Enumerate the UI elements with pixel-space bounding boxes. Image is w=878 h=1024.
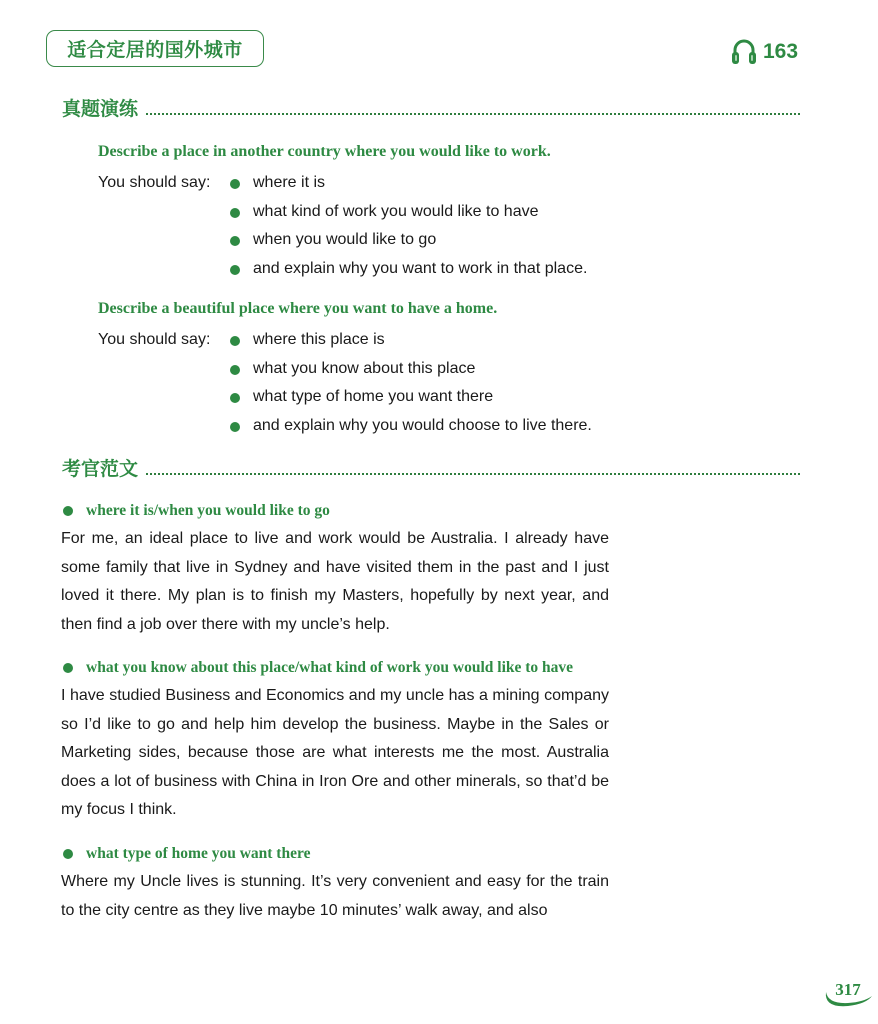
bullet-icon <box>230 336 240 346</box>
topic-point <box>98 198 638 227</box>
practice-heading: 真题演练 <box>62 98 139 120</box>
point-text: what you know about this place <box>253 359 476 377</box>
point-text: where it is <box>253 174 326 191</box>
point-text: what kind of work you would like to have <box>253 202 539 220</box>
subheading-text: what you know about this place/what kind of work you would like to have <box>86 659 574 676</box>
subheading-text: where it is/when you would like to go <box>86 502 330 519</box>
topic-point <box>98 383 638 412</box>
audio-track[interactable] <box>731 36 798 68</box>
section-body: I have studied Business and Economics and my uncle has a mining company so I’d like to go and help him develop the business. Maybe in the Sales or Marketing sides, because those are what interests me the most. Australia does a lot of business with China in Iron Ore and other minerals, so that’d be my focus I think. <box>61 687 609 818</box>
bullet-icon <box>230 208 240 218</box>
section-body: For me, an ideal place to live and work would be Australia. I already have some family that live in Sydney and have visited them in the past and I just loved it there. My plan is to finish my Masters, hopefully by next year, and then find a job over there with my uncle’s help. <box>61 530 609 633</box>
topic-point <box>98 226 638 255</box>
topic-question: Describe a place in another country where you would like to work. <box>98 143 551 160</box>
point-text: what type of home you want there <box>253 388 494 405</box>
point-text: and explain why you want to work in that place. <box>253 259 588 277</box>
page-number: 317 <box>835 980 861 999</box>
dotted-divider <box>146 473 800 475</box>
headphones-icon <box>731 38 757 66</box>
section-subheading <box>61 499 609 523</box>
point-text: where this place is <box>253 331 385 348</box>
bullet-icon <box>230 265 240 275</box>
chapter-title: 适合定居的国外城市 <box>67 39 243 61</box>
practice-heading-row <box>62 95 800 121</box>
sample-section <box>61 842 609 925</box>
topic-point <box>98 355 638 384</box>
point-text: when you would like to go <box>253 231 437 248</box>
say-label: You should say: <box>98 331 211 348</box>
topic-point <box>98 326 638 355</box>
dotted-divider <box>146 113 800 115</box>
sample-heading: 考官范文 <box>62 458 139 480</box>
point-text: and explain why you would choose to live there. <box>253 416 592 434</box>
topic-point <box>98 255 638 284</box>
bullet-icon <box>230 179 240 189</box>
topic-card <box>98 141 638 283</box>
subheading-text: what type of home you want there <box>86 845 311 862</box>
bullet-icon <box>230 365 240 375</box>
bullet-icon <box>63 849 73 859</box>
bullet-icon <box>230 236 240 246</box>
section-subheading <box>61 842 609 866</box>
topic-card <box>98 298 638 440</box>
topic-point <box>98 169 638 198</box>
bullet-icon <box>230 393 240 403</box>
chapter-title-box <box>46 30 264 67</box>
section-body: Where my Uncle lives is stunning. It’s very convenient and easy for the train to the city centre as they live maybe 10 minutes’ walk away, and also <box>61 873 609 919</box>
bullet-icon <box>230 422 240 432</box>
bullet-icon <box>63 663 73 673</box>
sample-section <box>61 656 609 825</box>
track-number: 163 <box>763 40 799 63</box>
topic-question: Describe a beautiful place where you want to have a home. <box>98 300 498 317</box>
bullet-icon <box>63 506 73 516</box>
sample-heading-row <box>62 455 800 481</box>
section-subheading <box>61 656 609 680</box>
sample-section <box>61 499 609 639</box>
topic-point <box>98 412 638 441</box>
page-number-badge <box>822 978 874 1012</box>
say-label: You should say: <box>98 174 211 191</box>
